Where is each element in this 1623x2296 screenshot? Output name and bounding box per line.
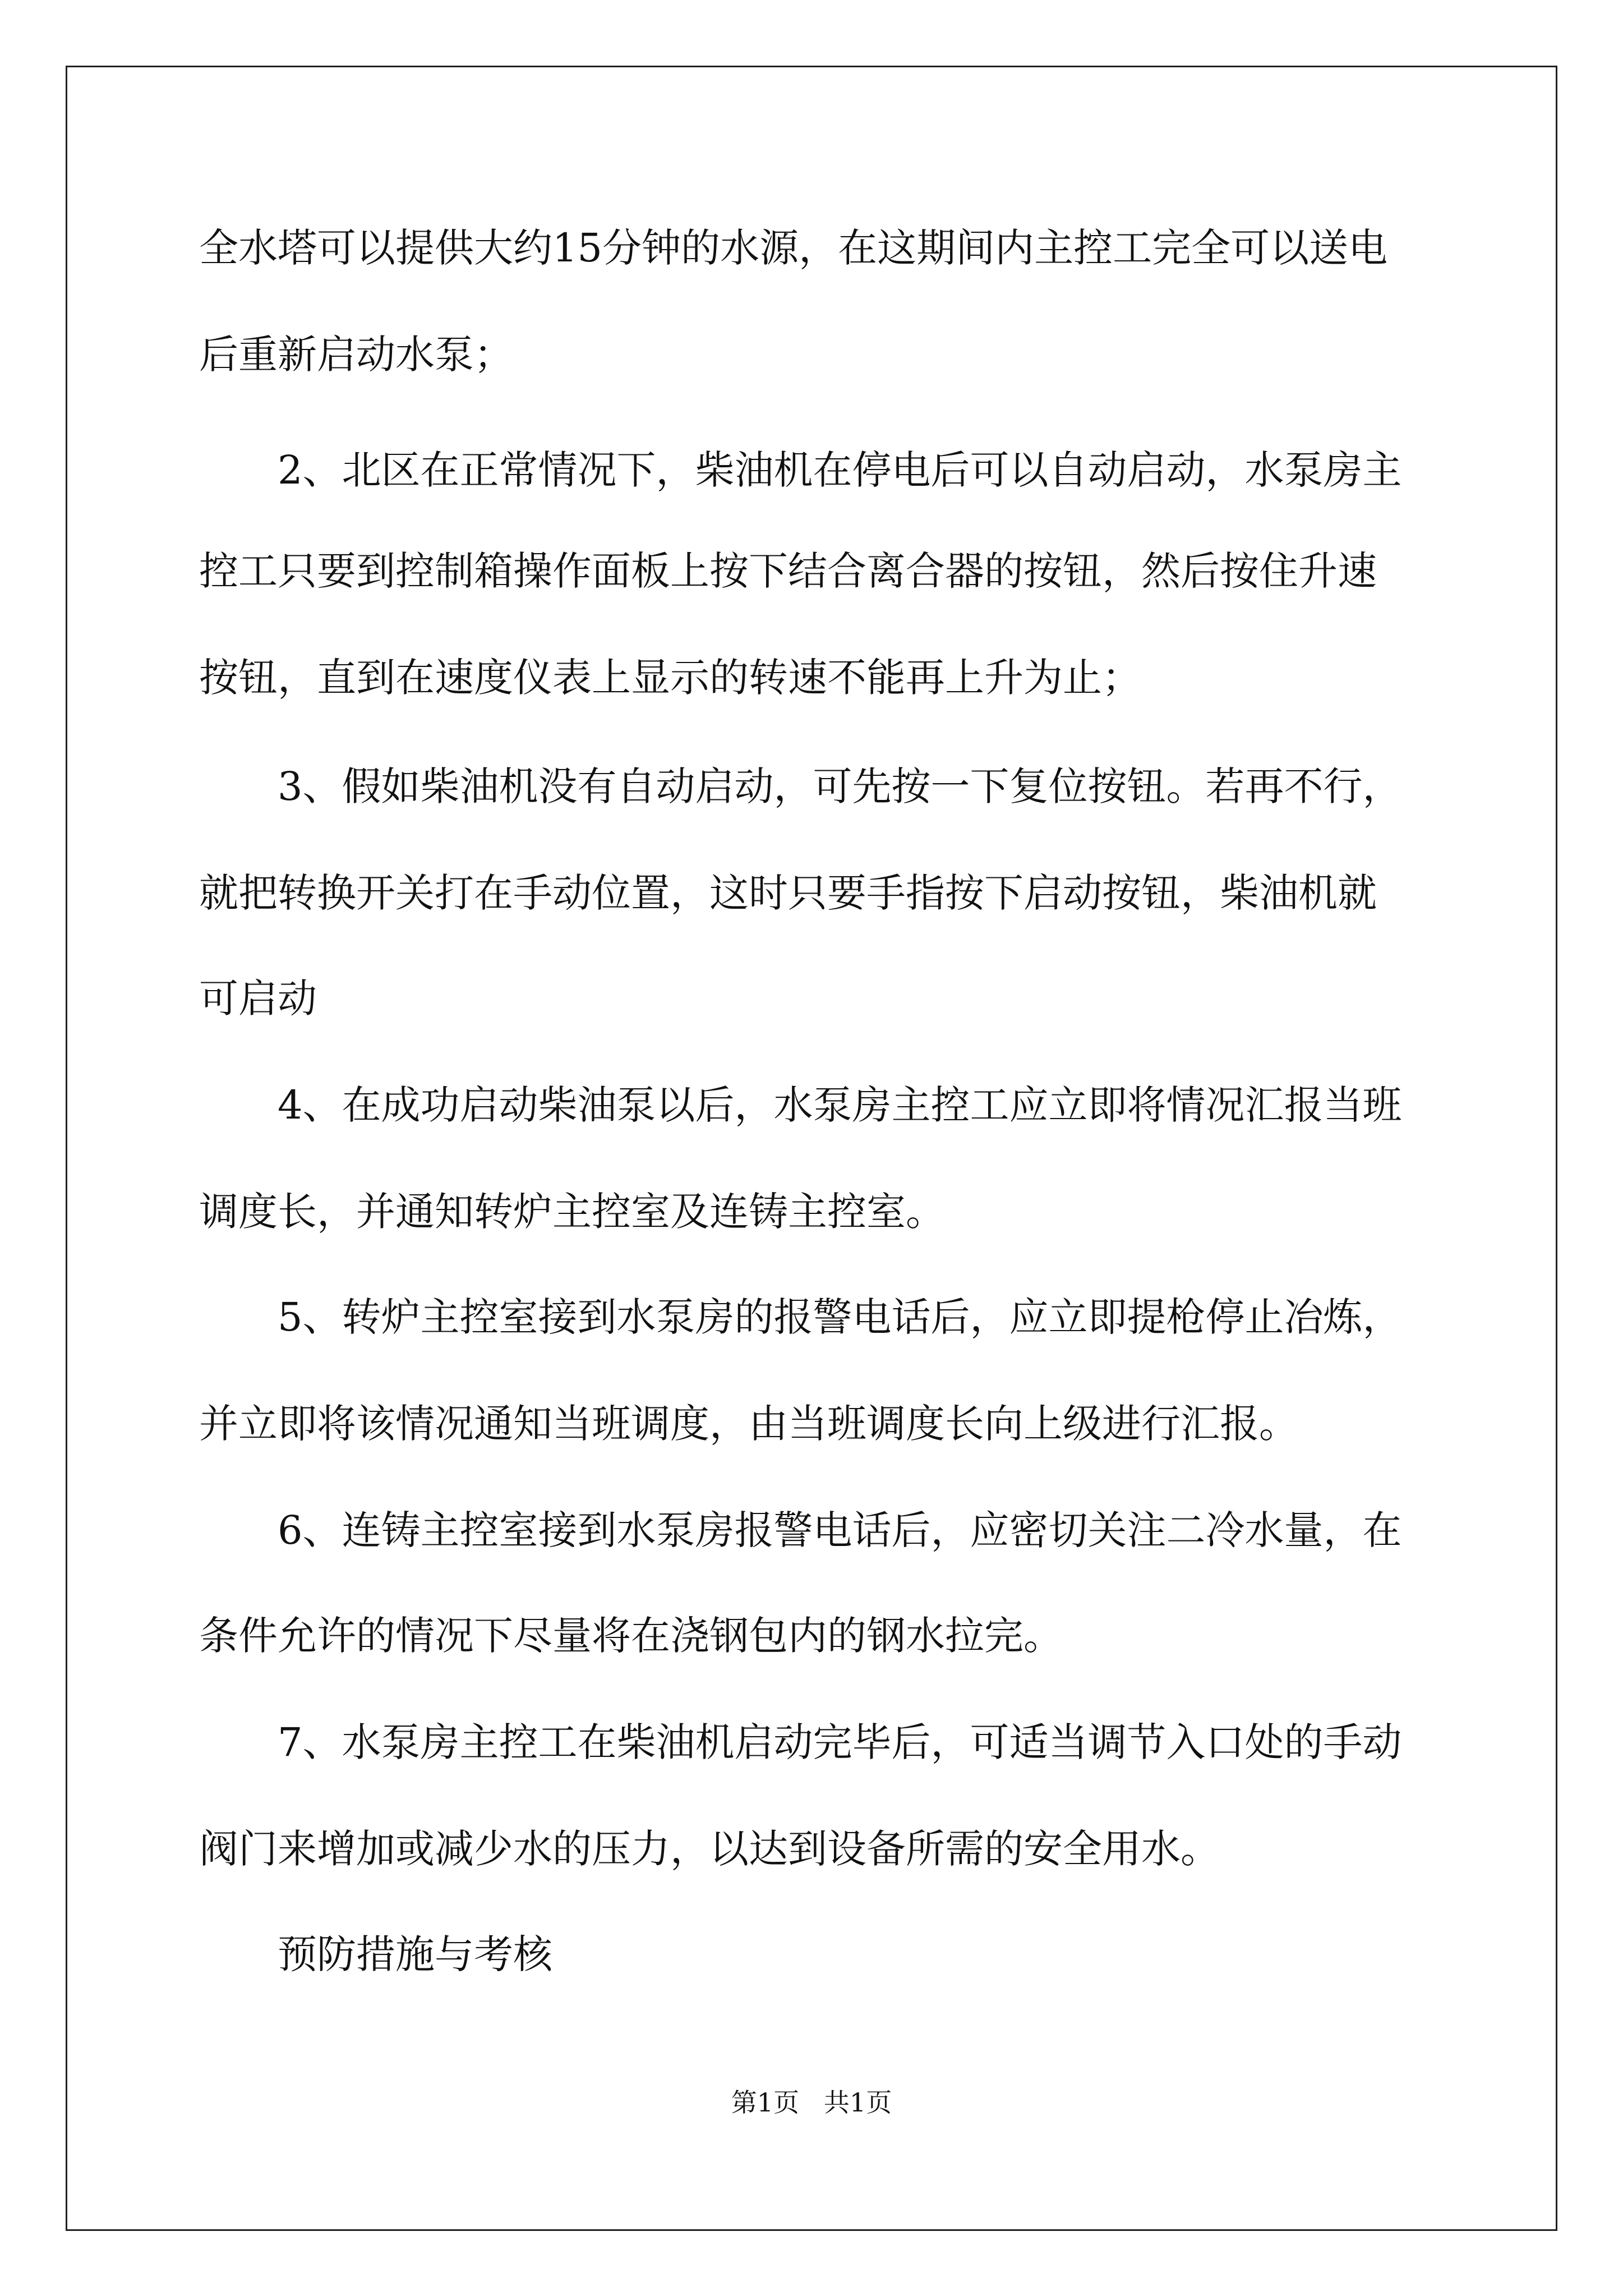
paragraph-6-start: 6、连铸主控室接到水泵房报警电话后，应密切关注二冷水量，在 bbox=[278, 1507, 1402, 1553]
text-line: 调度长，并通知转炉主控室及连铸主控室。 bbox=[199, 1189, 945, 1235]
paragraph-4-start: 4、在成功启动柴油泵以后，水泵房主控工应立即将情况汇报当班 bbox=[278, 1082, 1402, 1128]
text-line: 条件允许的情况下尽量将在浇钢包内的钢水拉完。 bbox=[199, 1613, 1063, 1659]
paragraph-7-start: 7、水泵房主控工在柴油机启动完毕后，可适当调节入口处的手动 bbox=[278, 1719, 1402, 1765]
paragraph-3-start: 3、假如柴油机没有自动启动，可先按一下复位按钮。若再不行， bbox=[278, 763, 1402, 809]
page-footer: 第1页 共1页 bbox=[731, 2087, 892, 2118]
page-border bbox=[66, 66, 1557, 2231]
paragraph-2-start: 2、北区在正常情况下，柴油机在停电后可以自动启动，水泵房主 bbox=[278, 447, 1402, 493]
text-line: 控工只要到控制箱操作面板上按下结合离合器的按钮，然后按住升速 bbox=[199, 548, 1377, 594]
text-line: 可启动 bbox=[199, 976, 317, 1022]
text-line: 后重新启动水泵； bbox=[199, 332, 513, 378]
text-line: 全水塔可以提供大约15分钟的水源，在这期间内主控工完全可以送电 bbox=[199, 225, 1388, 271]
text-line: 并立即将该情况通知当班调度，由当班调度长向上级进行汇报。 bbox=[199, 1401, 1298, 1447]
text-line: 按钮，直到在速度仪表上显示的转速不能再上升为止； bbox=[199, 655, 1141, 701]
text-line: 就把转换开关打在手动位置，这时只要手指按下启动按钮，柴油机就 bbox=[199, 870, 1377, 916]
text-line: 阀门来增加或减少水的压力，以达到设备所需的安全用水。 bbox=[199, 1826, 1220, 1872]
paragraph-5-start: 5、转炉主控室接到水泵房的报警电话后，应立即提枪停止冶炼， bbox=[278, 1294, 1402, 1340]
section-heading: 预防措施与考核 bbox=[278, 1931, 552, 1977]
